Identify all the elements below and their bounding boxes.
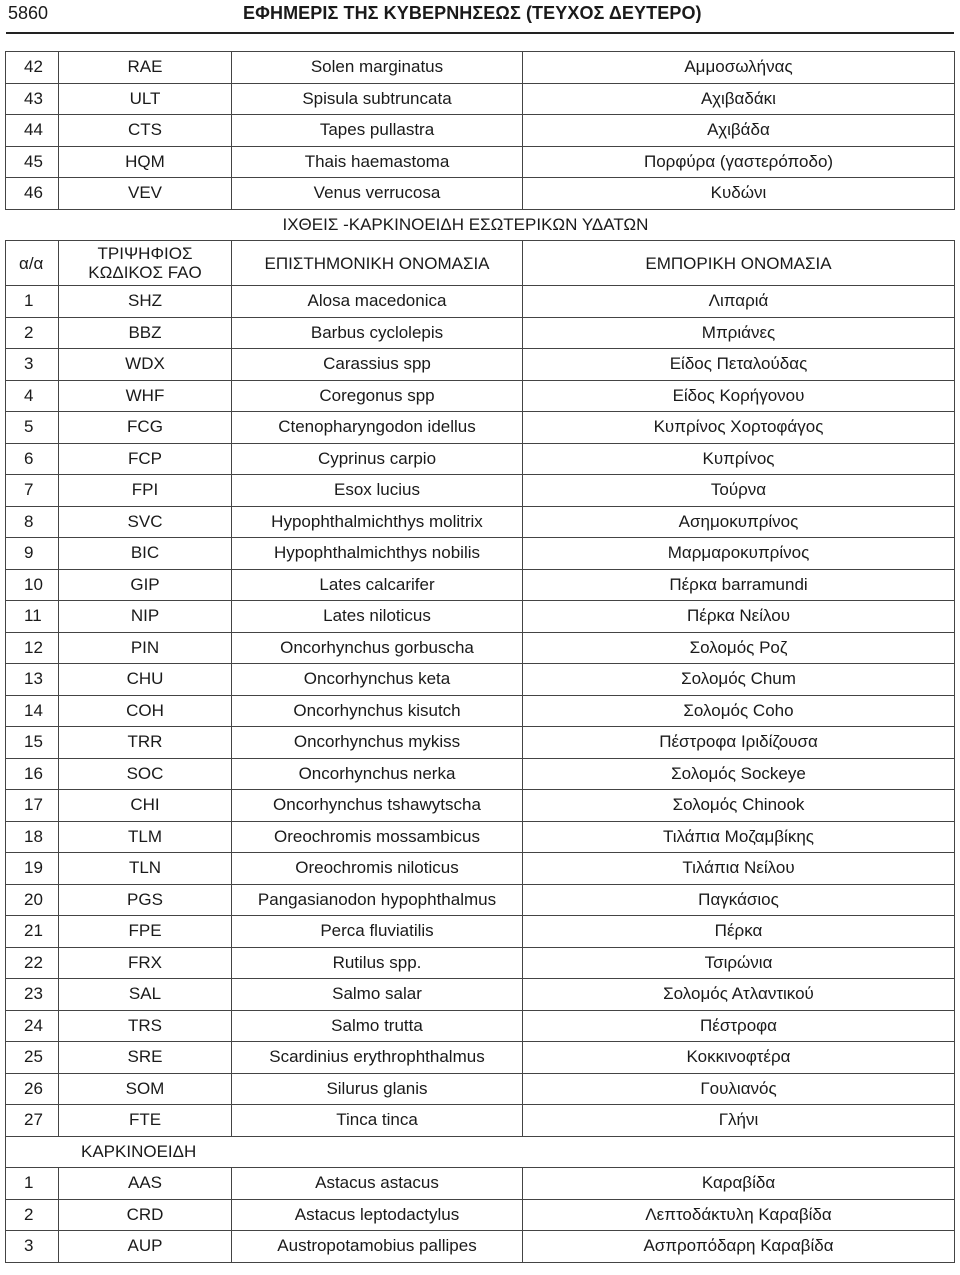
scientific-name: Barbus cyclolepis <box>232 317 523 349</box>
table-row <box>6 601 955 633</box>
table-row <box>6 506 955 538</box>
scientific-name: Solen marginatus <box>232 52 523 84</box>
row-number: 21 <box>6 916 59 948</box>
fao-code: WDX <box>59 349 232 381</box>
scientific-name: Rutilus spp. <box>232 947 523 979</box>
table-row <box>6 1199 955 1231</box>
fao-code: FPI <box>59 475 232 507</box>
fao-code: SRE <box>59 1042 232 1074</box>
commercial-name: Πέστροφα Ιριδίζουσα <box>523 727 955 759</box>
commercial-name: Καραβίδα <box>523 1168 955 1200</box>
fao-code: FPE <box>59 916 232 948</box>
scientific-name: Scardinius erythrophthalmus <box>232 1042 523 1074</box>
commercial-name: Τσιρώνια <box>523 947 955 979</box>
table-row <box>6 1073 955 1105</box>
table-row <box>6 821 955 853</box>
row-number: 10 <box>6 569 59 601</box>
scientific-name: Oncorhynchus nerka <box>232 758 523 790</box>
fao-code: CRD <box>59 1199 232 1231</box>
row-number: 42 <box>6 52 59 84</box>
scientific-name: Hypophthalmichthys molitrix <box>232 506 523 538</box>
row-number: 22 <box>6 947 59 979</box>
row-number: 44 <box>6 115 59 147</box>
page-number: 5860 <box>8 3 49 23</box>
table-row <box>6 443 955 475</box>
fao-code: CHI <box>59 790 232 822</box>
document-title: ΕΦΗΜΕΡΙΣ ΤΗΣ ΚΥΒΕΡΝΗΣΕΩΣ (ΤΕΥΧΟΣ ΔΕΥΤΕΡΟ) <box>243 3 702 23</box>
commercial-name: Σολομός Sockeye <box>523 758 955 790</box>
row-number: 27 <box>6 1105 59 1137</box>
fao-code: AUP <box>59 1231 232 1263</box>
scientific-name: Oncorhynchus tshawytscha <box>232 790 523 822</box>
scientific-name: Perca fluviatilis <box>232 916 523 948</box>
commercial-name: Τούρνα <box>523 475 955 507</box>
commercial-name: Πορφύρα (γαστερόποδο) <box>523 146 955 178</box>
table-row <box>6 695 955 727</box>
commercial-name: Κυπρίνος <box>523 443 955 475</box>
commercial-name: Λεπτοδάκτυλη Καραβίδα <box>523 1199 955 1231</box>
fao-code: BIC <box>59 538 232 570</box>
header-rule <box>6 32 954 34</box>
scientific-name: Spisula subtruncata <box>232 83 523 115</box>
commercial-name: Πέρκα <box>523 916 955 948</box>
row-number: 12 <box>6 632 59 664</box>
commercial-name: Σολομός Coho <box>523 695 955 727</box>
table-row <box>6 1105 955 1137</box>
scientific-name: Tinca tinca <box>232 1105 523 1137</box>
row-number: 11 <box>6 601 59 633</box>
row-number: 15 <box>6 727 59 759</box>
row-number: 14 <box>6 695 59 727</box>
scientific-name: Oncorhynchus gorbuscha <box>232 632 523 664</box>
table-row <box>6 1042 955 1074</box>
table-row <box>6 412 955 444</box>
table-row <box>6 317 955 349</box>
commercial-name: Γλήνι <box>523 1105 955 1137</box>
row-number: 6 <box>6 443 59 475</box>
fao-code: RAE <box>59 52 232 84</box>
row-number: 17 <box>6 790 59 822</box>
subsection-row <box>6 1136 955 1168</box>
row-number: 46 <box>6 178 59 210</box>
commercial-name: Αχιβαδάκι <box>523 83 955 115</box>
scientific-name: Lates calcarifer <box>232 569 523 601</box>
commercial-name: Είδος Κορήγονου <box>523 380 955 412</box>
scientific-name: Oreochromis niloticus <box>232 853 523 885</box>
scientific-name: Oncorhynchus kisutch <box>232 695 523 727</box>
table-row <box>6 916 955 948</box>
table-row <box>6 178 955 210</box>
table-row <box>6 52 955 84</box>
commercial-name: Σολομός Chinook <box>523 790 955 822</box>
table-row <box>6 758 955 790</box>
commercial-name: Ασημοκυπρίνος <box>523 506 955 538</box>
fao-code: VEV <box>59 178 232 210</box>
commercial-name: Πέστροφα <box>523 1010 955 1042</box>
commercial-name: Είδος Πεταλούδας <box>523 349 955 381</box>
column-header-code <box>59 241 232 286</box>
table-row <box>6 83 955 115</box>
scientific-name: Lates niloticus <box>232 601 523 633</box>
table-row <box>6 632 955 664</box>
scientific-name: Coregonus spp <box>232 380 523 412</box>
fao-code: HQM <box>59 146 232 178</box>
fao-code: SOC <box>59 758 232 790</box>
page-header <box>0 0 960 30</box>
row-number: 16 <box>6 758 59 790</box>
row-number: 25 <box>6 1042 59 1074</box>
fao-code: WHF <box>59 380 232 412</box>
scientific-name: Tapes pullastra <box>232 115 523 147</box>
fao-code: SOM <box>59 1073 232 1105</box>
fao-code: FTE <box>59 1105 232 1137</box>
scientific-name: Esox lucius <box>232 475 523 507</box>
column-header-scientific: ΕΠΙΣΤΗΜΟΝΙΚΗ ΟΝΟΜΑΣΙΑ <box>232 241 523 286</box>
table-row <box>6 790 955 822</box>
commercial-name: Ασπροπόδαρη Καραβίδα <box>523 1231 955 1263</box>
column-header-no: α/α <box>6 241 59 286</box>
commercial-name: Μπριάνες <box>523 317 955 349</box>
table-row <box>6 349 955 381</box>
row-number: 2 <box>6 1199 59 1231</box>
commercial-name: Τιλάπια Μοζαμβίκης <box>523 821 955 853</box>
table-row <box>6 475 955 507</box>
commercial-name: Τιλάπια Νείλου <box>523 853 955 885</box>
fao-code: ULT <box>59 83 232 115</box>
row-number: 9 <box>6 538 59 570</box>
fao-code: BBZ <box>59 317 232 349</box>
row-number: 23 <box>6 979 59 1011</box>
commercial-name: Αμμοσωλήνας <box>523 52 955 84</box>
table-row <box>6 538 955 570</box>
scientific-name: Oncorhynchus mykiss <box>232 727 523 759</box>
fao-code: TRR <box>59 727 232 759</box>
row-number: 7 <box>6 475 59 507</box>
fao-code: PGS <box>59 884 232 916</box>
commercial-name: Σολομός Chum <box>523 664 955 696</box>
fao-code: SAL <box>59 979 232 1011</box>
scientific-name: Astacus leptodactylus <box>232 1199 523 1231</box>
column-header-row <box>6 241 955 286</box>
row-number: 5 <box>6 412 59 444</box>
row-number: 1 <box>6 1168 59 1200</box>
fao-code: PIN <box>59 632 232 664</box>
fao-code: GIP <box>59 569 232 601</box>
scientific-name: Ctenopharyngodon idellus <box>232 412 523 444</box>
fao-code: SVC <box>59 506 232 538</box>
commercial-name: Λιπαριά <box>523 286 955 318</box>
section-row <box>6 209 955 241</box>
section-title: ΙΧΘΕΙΣ -ΚΑΡΚΙΝΟΕΙΔΗ ΕΣΩΤΕΡΙΚΩΝ ΥΔΑΤΩΝ <box>6 209 955 241</box>
fao-code: CHU <box>59 664 232 696</box>
column-header-code-line2: ΚΩΔΙΚΟΣ FAO <box>88 263 202 282</box>
scientific-name: Venus verrucosa <box>232 178 523 210</box>
scientific-name: Cyprinus carpio <box>232 443 523 475</box>
table-row <box>6 884 955 916</box>
row-number: 24 <box>6 1010 59 1042</box>
commercial-name: Πέρκα Νείλου <box>523 601 955 633</box>
species-table-body <box>6 52 955 1263</box>
table-row <box>6 853 955 885</box>
column-header-commercial: ΕΜΠΟΡΙΚΗ ΟΝΟΜΑΣΙΑ <box>523 241 955 286</box>
row-number: 20 <box>6 884 59 916</box>
fao-code: FCG <box>59 412 232 444</box>
table-row <box>6 1010 955 1042</box>
scientific-name: Carassius spp <box>232 349 523 381</box>
row-number: 13 <box>6 664 59 696</box>
commercial-name: Σολομός Ροζ <box>523 632 955 664</box>
row-number: 26 <box>6 1073 59 1105</box>
scientific-name: Pangasianodon hypophthalmus <box>232 884 523 916</box>
row-number: 4 <box>6 380 59 412</box>
scientific-name: Thais haemastoma <box>232 146 523 178</box>
table-row <box>6 664 955 696</box>
commercial-name: Σολομός Ατλαντικού <box>523 979 955 1011</box>
commercial-name: Μαρμαροκυπρίνος <box>523 538 955 570</box>
table-row <box>6 1168 955 1200</box>
subsection-title: ΚΑΡΚΙΝΟΕΙΔΗ <box>6 1136 955 1168</box>
commercial-name: Κοκκινοφτέρα <box>523 1042 955 1074</box>
row-number: 18 <box>6 821 59 853</box>
scientific-name: Alosa macedonica <box>232 286 523 318</box>
fao-code: CTS <box>59 115 232 147</box>
row-number: 45 <box>6 146 59 178</box>
fao-code: COH <box>59 695 232 727</box>
row-number: 1 <box>6 286 59 318</box>
fao-code: TLN <box>59 853 232 885</box>
fao-code: FRX <box>59 947 232 979</box>
row-number: 43 <box>6 83 59 115</box>
scientific-name: Salmo salar <box>232 979 523 1011</box>
row-number: 3 <box>6 349 59 381</box>
fao-code: FCP <box>59 443 232 475</box>
fao-code: TLM <box>59 821 232 853</box>
commercial-name: Παγκάσιος <box>523 884 955 916</box>
table-row <box>6 380 955 412</box>
row-number: 19 <box>6 853 59 885</box>
table-row <box>6 1231 955 1263</box>
scientific-name: Austropotamobius pallipes <box>232 1231 523 1263</box>
scientific-name: Salmo trutta <box>232 1010 523 1042</box>
scientific-name: Oreochromis mossambicus <box>232 821 523 853</box>
commercial-name: Κυδώνι <box>523 178 955 210</box>
commercial-name: Κυπρίνος Χορτοφάγος <box>523 412 955 444</box>
scientific-name: Oncorhynchus keta <box>232 664 523 696</box>
species-table <box>5 51 955 1263</box>
scientific-name: Silurus glanis <box>232 1073 523 1105</box>
scientific-name: Astacus astacus <box>232 1168 523 1200</box>
table-row <box>6 115 955 147</box>
row-number: 3 <box>6 1231 59 1263</box>
table-row <box>6 286 955 318</box>
fao-code: AAS <box>59 1168 232 1200</box>
table-row <box>6 146 955 178</box>
commercial-name: Γουλιανός <box>523 1073 955 1105</box>
table-row <box>6 569 955 601</box>
fao-code: TRS <box>59 1010 232 1042</box>
table-row <box>6 727 955 759</box>
scientific-name: Hypophthalmichthys nobilis <box>232 538 523 570</box>
commercial-name: Πέρκα barramundi <box>523 569 955 601</box>
table-row <box>6 947 955 979</box>
commercial-name: Αχιβάδα <box>523 115 955 147</box>
row-number: 8 <box>6 506 59 538</box>
table-row <box>6 979 955 1011</box>
column-header-code-line1: ΤΡΙΨΗΦΙΟΣ <box>97 244 193 263</box>
fao-code: SHZ <box>59 286 232 318</box>
row-number: 2 <box>6 317 59 349</box>
fao-code: NIP <box>59 601 232 633</box>
